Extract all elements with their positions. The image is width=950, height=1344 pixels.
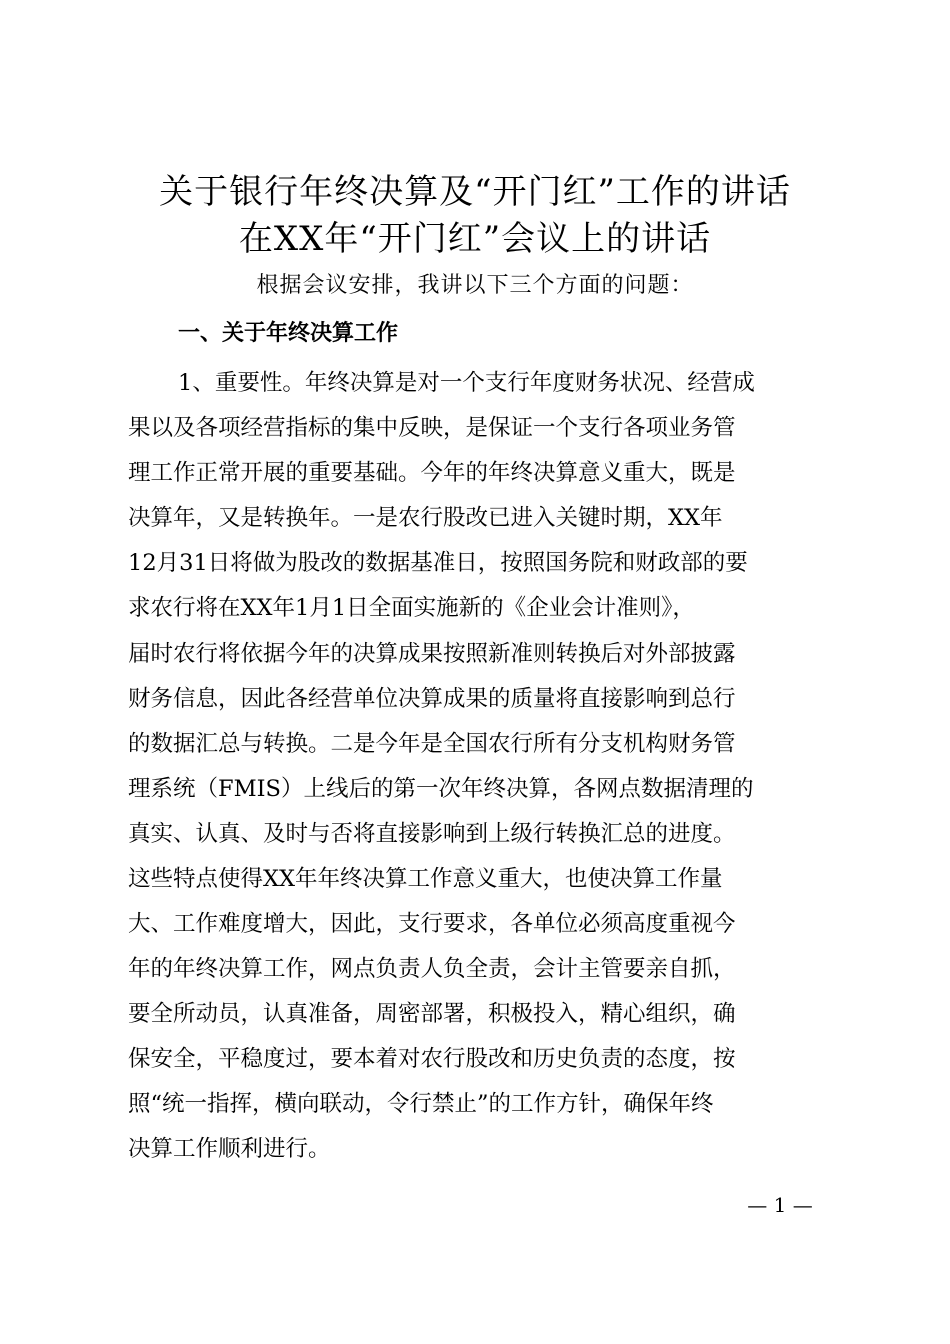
paragraph-line: 届时农行将依据今年的决算成果按照新准则转换后对外部披露 [128,641,736,667]
paragraph-line: 的数据汇总与转换。二是今年是全国农行所有分支机构财务管 [128,731,736,757]
page-number: — 1 — [747,1193,813,1217]
document-subtitle: 在XX年“开门红”会议上的讲话 [238,219,712,259]
paragraph-line: 真实、认真、及时与否将直接影响到上级行转换汇总的进度。 [128,821,736,847]
paragraph-line: 果以及各项经营指标的集中反映，是保证一个支行各项业务管 [128,415,736,441]
paragraph-line: 年的年终决算工作，网点负责人负全责，会计主管要亲自抓， [128,956,736,982]
paragraph-line: 照“统一指挥，横向联动，令行禁止”的工作方针，确保年终 [128,1091,714,1117]
paragraph-line: 决算年，又是转换年。一是农行股改已进入关键时期，XX年 [128,505,723,531]
section-heading: 一、关于年终决算工作 [178,321,399,346]
paragraph-line: 财务信息，因此各经营单位决算成果的质量将直接影响到总行 [128,686,736,712]
paragraph-line: 大、工作难度增大，因此，支行要求，各单位必须高度重视今 [128,911,736,937]
paragraph-line: 12月31日将做为股改的数据基准日，按照国务院和财政部的要 [128,550,748,576]
paragraph-line: 要全所动员，认真准备，周密部署，积极投入，精心组织，确 [128,1001,736,1027]
paragraph-line: 求农行将在XX年1月1日全面实施新的《企业会计准则》， [128,595,695,621]
paragraph-line: 保安全，平稳度过，要本着对农行股改和历史负责的态度，按 [128,1046,736,1072]
paragraph-line: 理系统（FMIS）上线后的第一次年终决算，各网点数据清理的 [128,776,754,802]
paragraph-line: 1、重要性。年终决算是对一个支行年度财务状况、经营成 [178,370,755,396]
paragraph-line: 决算工作顺利进行。 [128,1136,331,1162]
paragraph-line: 理工作正常开展的重要基础。今年的年终决算意义重大，既是 [128,460,736,486]
intro-text: 根据会议安排，我讲以下三个方面的问题： [256,273,694,298]
paragraph-line: 这些特点使得XX年年终决算工作意义重大，也使决算工作量 [128,866,723,892]
document-title: 关于银行年终决算及“开门红”工作的讲话 [159,172,791,212]
